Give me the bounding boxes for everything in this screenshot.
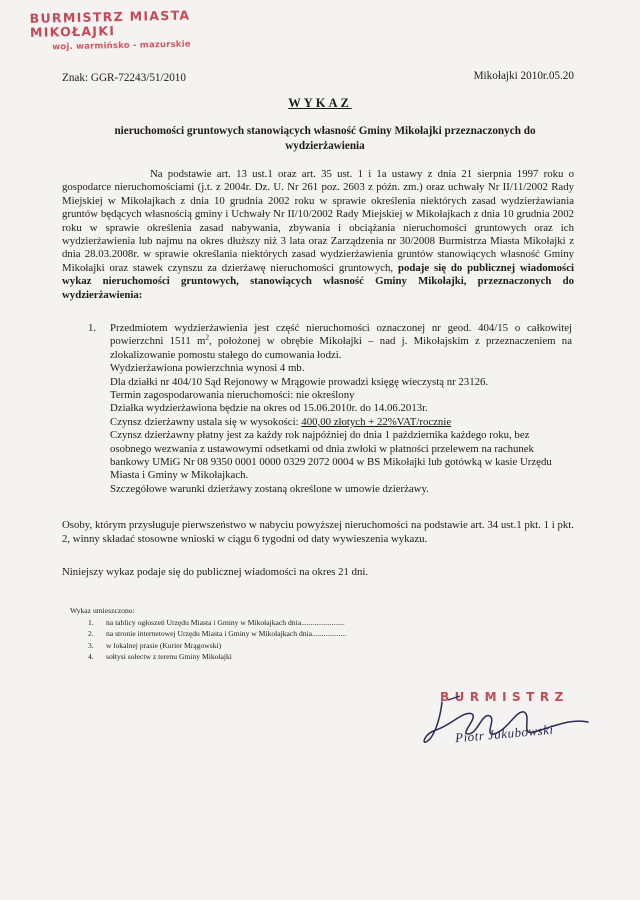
signature-name: Piotr Jakubowski <box>454 721 555 746</box>
priority-paragraph: Osoby, którym przysługuje pierwszeństwo w nabyciu powyższej nieruchomości na podstawie art. 34 ust.1 pkt. 1 i pkt. 2, winny składać stosowne wnioski w ciągu 6 tygodni od daty wywieszenia wykazu. <box>62 519 574 545</box>
posting-list <box>70 605 450 663</box>
intro-text: Na podstawie art. 13 ust.1 oraz art. 35 ust. 1 i 1a ustawy z dnia 21 sierpnia 1997 roku o gospodarce nieruchomościami (j.t. z 2004r. Dz. U. Nr 261 poz. 2603 z późn. zm.) oraz uchwały Nr II/11/2002 Rady Miejskiej w Mikołajkach z dnia 10 grudnia 2002 roku w sprawie określenia niektórych zasad wydzierżawiania gruntów będących własnością gminy i Uchwały Nr II/10/2002 Rady Miejskiej w Mikołajkach z dnia 10 grudnia 2002 roku w sprawie określenia zasad nabywania, zbywania i obciążania nieruchomości gruntowych oraz ich wydzierżawienia lub najmu na okres dłuższy niż 3 lata oraz Zarządzenia nr 30/2008 Burmistrza Miasta Mikołajki z dnia 28.03.2008r. w sprawie określania niektórych zasad wydzierżawienia gruntów stanowiących własność Gminy Mikołajki oraz stawek czynszu za dzierżawę nieruchomości gruntowych, <box>62 168 574 274</box>
item-payment: Czynsz dzierżawny płatny jest za każdy rok najpóźniej do dnia 1 października każdego roku, bez osobnego wezwania z ustawowymi odsetkami od dnia zwłoki w płatności przelewem na rachunek bankowy UMiG Nr 08 9350 0001 0000 0329 2072 0004 w BS Mikołajki lub gotówką w kasie Urzędu Miasta i Gminy w Mikołajkach. <box>110 429 552 482</box>
item-contract-terms: Szczegółowe warunki dzierżawy zostaną określone w umowie dzierżawy. <box>110 482 429 495</box>
list-item: 2. na stronie internetowej Urzędu Miasta i Gminy w Mikołajkach dnia.................. <box>88 629 347 638</box>
rent-value: 400,00 złotych + 22%VAT/rocznie <box>301 415 452 428</box>
item-number: 1. <box>88 322 97 334</box>
item-land-register: Dla działki nr 404/10 Sąd Rejonowy w Mrągowie prowadzi księgę wieczystą nr 23126. <box>110 375 489 388</box>
document-title: WYKAZ <box>288 96 352 110</box>
item-lease-period: Działka wydzierżawiona będzie na okres od 15.06.2010r. do 14.06.2013r. <box>110 402 428 415</box>
stamp-line-region: woj. warmińsko - mazurskie <box>52 39 191 53</box>
item-development-term: Termin zagospodarowania nieruchomości: nie określony <box>110 389 355 402</box>
publication-paragraph: Niniejszy wykaz podaje się do publicznej wiadomości na okres 21 dni. <box>62 566 369 578</box>
top-stamp <box>30 8 211 56</box>
area-superscript: 2 <box>205 333 209 342</box>
intro-bold-text: podaje się do publicznej wiadomości wykaz nieruchomości gruntowych, stanowiących własność Gminy Mikołajki, przeznaczonych do wydzierżawienia: <box>62 261 574 301</box>
item-rent: Czynsz dzierżawny ustala się w wysokości: 400,00 złotych + 22%VAT/rocznie <box>110 415 452 428</box>
document-date: Mikołajki 2010r.05.20 <box>473 70 574 82</box>
property-item <box>90 322 572 496</box>
item-area: Wydzierżawiona powierzchnia wynosi 4 mb. <box>110 362 305 375</box>
intro-paragraph <box>62 168 574 302</box>
list-item: 1. na tablicy ogłoszeń Urzędu Miasta i Gminy w Mikołajkach dnia....................... <box>88 617 345 627</box>
document-subtitle: nieruchomości gruntowych stanowiących własność Gminy Mikołajki przeznaczonych do wydzierżawienia <box>114 125 536 152</box>
list-item: 3. w lokalnej prasie (Kurier Mrągowski) <box>88 640 222 650</box>
item-description: Przedmiotem wydzierżawienia jest część nieruchomości oznaczonej nr geod. 404/15 o całkowitej powierzchni 1511 $m^2$, położonej w obrębie Mikołajki – nad j. Mikołajskim z przeznaczeniem na zlokalizowanie pomostu stałego do cumowania łodzi. <box>110 322 572 361</box>
posting-label: Wykaz umieszczono: <box>70 606 135 615</box>
list-item: 4. sołtysi sołectw z terenu Gminy Mikołajki <box>88 652 232 661</box>
mayor-stamp: BURMISTRZ <box>440 690 569 704</box>
stamp-line-office: BURMISTRZ MIASTA MIKOŁAJKI <box>29 7 191 40</box>
reference-number: Znak: GGR-72243/51/2010 <box>62 72 186 84</box>
